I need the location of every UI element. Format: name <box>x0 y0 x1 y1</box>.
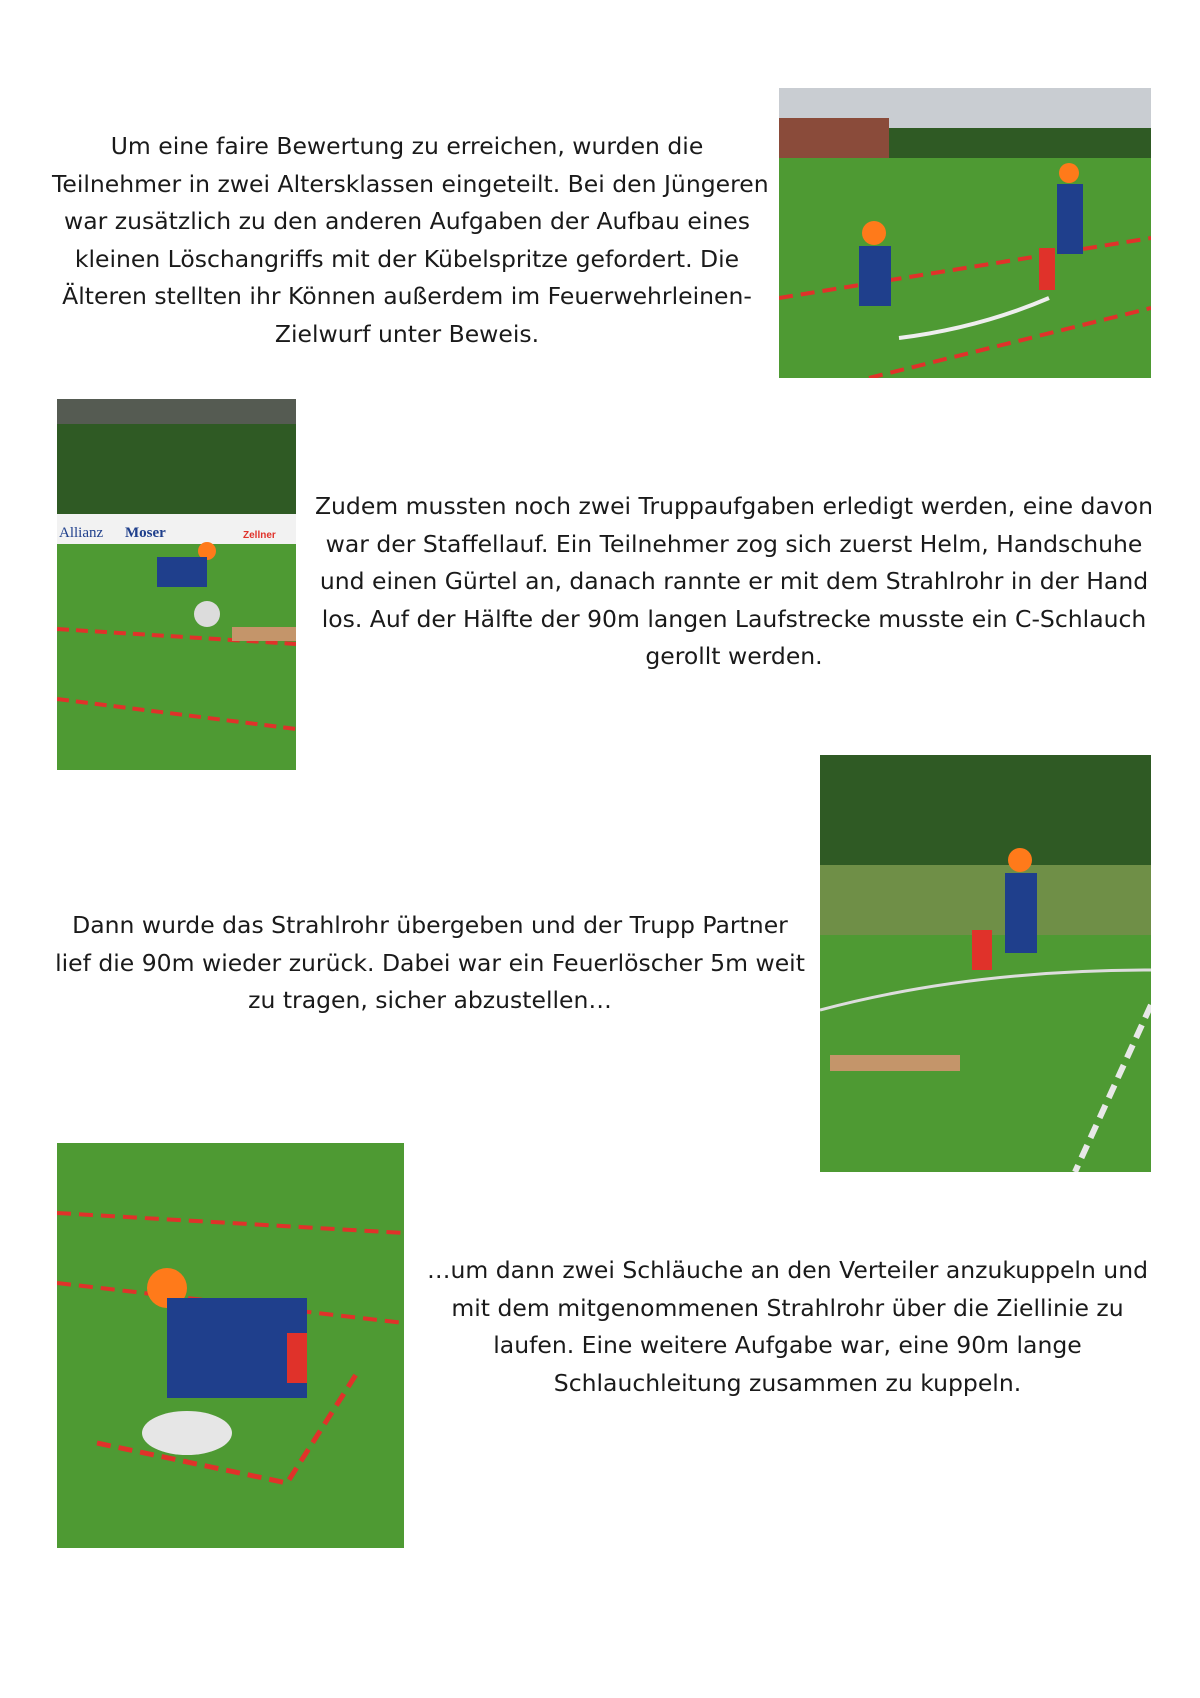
paragraph-1 <box>52 128 769 353</box>
photo-fire-extinguisher-carry <box>820 755 1151 1172</box>
paragraph-3-line: zu tragen, sicher abzustellen… <box>248 986 612 1014</box>
paragraph-4-line: laufen. Eine weitere Aufgabe war, eine 90m lange <box>493 1331 1082 1359</box>
paragraph-4-line: …um dann zwei Schläuche an den Verteiler anzukuppeln und <box>426 1256 1149 1284</box>
banner-allianz: Allianz <box>59 525 104 541</box>
photo-2-illustration <box>57 399 296 770</box>
paragraph-1-line: Teilnehmer in zwei Altersklassen eingeteilt. Bei den Jüngeren <box>52 169 769 198</box>
paragraph-1-line: Älteren stellten ihr Können außerdem im Feuerwehrleinen- <box>62 282 752 310</box>
paragraph-4-line: mit dem mitgenommenen Strahlrohr über die Ziellinie zu <box>451 1293 1124 1322</box>
paragraph-2 <box>312 488 1156 676</box>
banner-zellner: Zellner <box>243 530 276 541</box>
paragraph-4 <box>420 1252 1155 1402</box>
photo-1-illustration <box>779 88 1151 378</box>
paragraph-2-line: Zudem mussten noch zwei Truppaufgaben erledigt werden, eine davon <box>314 492 1154 520</box>
paragraph-3-line: lief die 90m wieder zurück. Dabei war ein Feuerlöscher 5m weit <box>55 948 805 977</box>
paragraph-1-line: war zusätzlich zu den anderen Aufgaben der Aufbau eines <box>64 207 750 235</box>
paragraph-2-line: war der Staffellauf. Ein Teilnehmer zog sich zuerst Helm, Handschuhe <box>325 529 1143 558</box>
photo-hose-rolling <box>57 399 296 770</box>
paragraph-1-line: kleinen Löschangriffs mit der Kübelspritze gefordert. Die <box>74 244 740 273</box>
paragraph-2-line: und einen Gürtel an, danach rannte er mit dem Strahlrohr in der Hand <box>319 567 1149 595</box>
paragraph-1-line: Um eine faire Bewertung zu erreichen, wurden die <box>110 132 704 160</box>
photo-3-illustration <box>820 755 1151 1172</box>
paragraph-2-line: los. Auf der Hälfte der 90m langen Laufstrecke musste ein C-Schlauch <box>321 604 1147 633</box>
banner-moser: Moser <box>125 525 166 541</box>
paragraph-1-line: Zielwurf unter Beweis. <box>274 319 540 348</box>
paragraph-2-line: gerollt werden. <box>645 642 823 670</box>
photo-coupling-hoses <box>57 1143 404 1548</box>
paragraph-3 <box>50 907 810 1020</box>
photo-4-illustration <box>57 1143 404 1548</box>
paragraph-3-line: Dann wurde das Strahlrohr übergeben und der Trupp Partner <box>72 911 788 939</box>
photo-kuebelspritze-exercise <box>779 88 1151 378</box>
paragraph-4-line: Schlauchleitung zusammen zu kuppeln. <box>553 1368 1022 1397</box>
